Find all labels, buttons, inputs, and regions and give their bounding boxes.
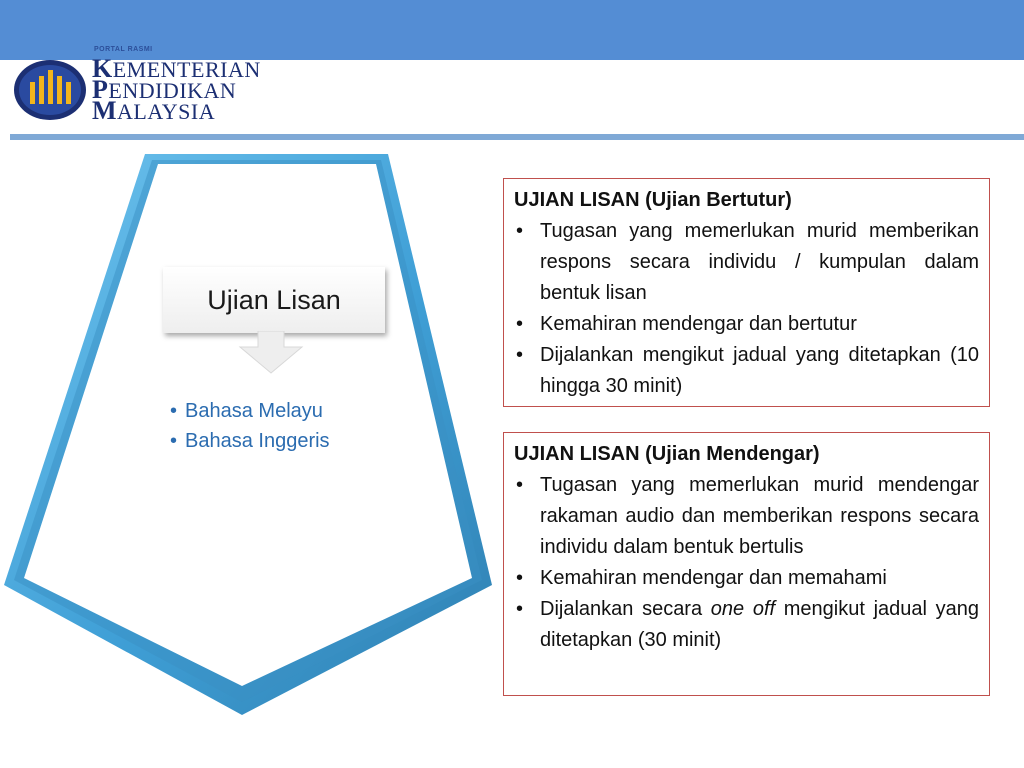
listening-test-list bbox=[514, 470, 979, 656]
speaking-test-title: UJIAN LISAN (Ujian Bertutur) bbox=[514, 189, 792, 211]
logo-text-line-1: KEMENTERIAN bbox=[92, 54, 261, 83]
listening-test-title: UJIAN LISAN (Ujian Mendengar) bbox=[514, 443, 820, 465]
title-box: Ujian Lisan bbox=[163, 267, 385, 333]
down-arrow-icon bbox=[238, 331, 304, 375]
header-divider bbox=[10, 134, 1024, 140]
language-item: • Bahasa Inggeris bbox=[170, 426, 330, 456]
ministry-logo[interactable] bbox=[10, 46, 280, 126]
list-item: • Tugasan yang memerlukan murid mendengar rakaman audio dan memberikan respons secara individu dalam bentuk bertulis bbox=[514, 470, 979, 563]
list-item: • Kemahiran mendengar dan bertutur bbox=[514, 309, 979, 340]
list-item: • Tugasan yang memerlukan murid memberikan respons secara individu / kumpulan dalam bentuk lisan bbox=[514, 216, 979, 309]
logo-text-line-3: MALAYSIA bbox=[92, 96, 216, 125]
portal-label: PORTAL RASMI bbox=[94, 46, 153, 53]
list-item: • Dijalankan mengikut jadual yang ditetapkan (10 hingga 30 minit) bbox=[514, 340, 979, 402]
speaking-test-list bbox=[514, 216, 979, 402]
logo-text-line-2: PENDIDIKAN bbox=[92, 75, 237, 104]
language-item: • Bahasa Melayu bbox=[170, 396, 330, 426]
language-list bbox=[170, 396, 330, 456]
speaking-test-box bbox=[503, 178, 990, 407]
list-item: • Kemahiran mendengar dan memahami bbox=[514, 563, 979, 594]
ministry-emblem-icon bbox=[12, 58, 88, 122]
list-item: • Dijalankan secara one off mengikut jadual yang ditetapkan (30 minit) bbox=[514, 594, 979, 656]
listening-test-box bbox=[503, 432, 990, 696]
